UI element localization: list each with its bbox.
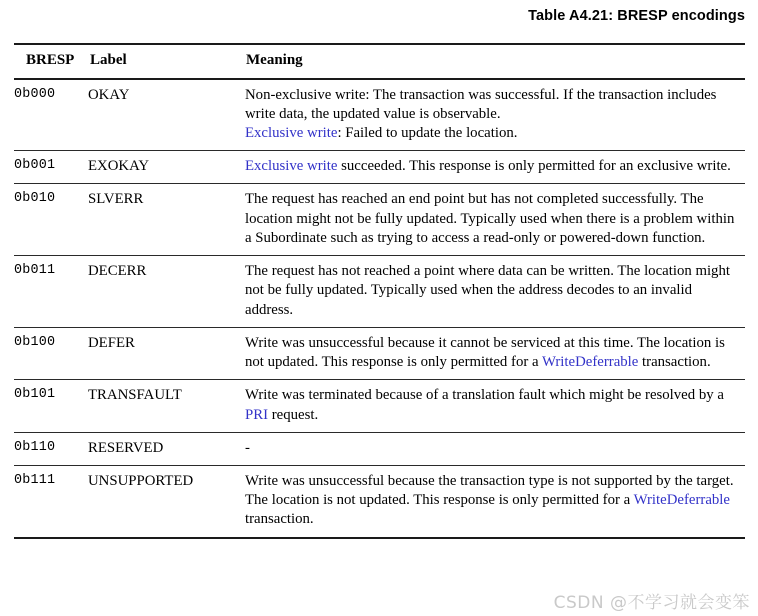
cross-reference-link[interactable]: WriteDeferrable — [633, 492, 730, 509]
meaning-text: - — [245, 439, 250, 456]
cell-bresp-code: 0b000 — [14, 79, 88, 151]
bresp-table-container — [14, 43, 745, 539]
meaning-text: request. — [268, 406, 319, 423]
column-header-meaning: Meaning — [245, 44, 745, 79]
cell-bresp-code: 0b101 — [14, 380, 88, 432]
cell-meaning — [245, 380, 745, 432]
csdn-watermark: CSDN @不学习就会变笨 — [553, 593, 750, 613]
cell-label: TRANSFAULT — [88, 380, 245, 432]
cell-meaning — [245, 432, 745, 465]
cell-label: RESERVED — [88, 432, 245, 465]
cell-bresp-code: 0b001 — [14, 151, 88, 184]
page-title: Table A4.21: BRESP encodings — [528, 8, 745, 24]
table-row — [14, 184, 745, 256]
table-row — [14, 327, 745, 379]
cell-label: OKAY — [88, 79, 245, 151]
cell-label: UNSUPPORTED — [88, 466, 245, 538]
cell-label: SLVERR — [88, 184, 245, 256]
table-row — [14, 432, 745, 465]
cell-meaning — [245, 151, 745, 184]
table-row — [14, 466, 745, 538]
meaning-text: succeeded. This response is only permitted for an exclusive write. — [337, 158, 731, 175]
table-header — [14, 44, 745, 79]
cell-meaning — [245, 327, 745, 379]
meaning-text: The request has not reached a point where data can be written. The location might not be fully updated. Typically used when the address decodes to an invalid address. — [245, 263, 730, 318]
table-row — [14, 380, 745, 432]
meaning-text: Write was unsuccessful because it cannot be serviced at this time. The location is not updated. This response is only permitted for a — [245, 334, 725, 371]
cross-reference-link[interactable]: PRI — [245, 406, 269, 423]
meaning-text: transaction. — [245, 511, 314, 528]
cell-label: EXOKAY — [88, 151, 245, 184]
meaning-text: Write was unsuccessful because the transaction type is not supported by the target. The location is not updated. This response is only permitted for a — [245, 473, 734, 509]
cell-label: DECERR — [88, 256, 245, 328]
column-header-label: Label — [88, 44, 245, 79]
table-row — [14, 256, 745, 328]
cross-reference-link[interactable]: Exclusive write — [245, 158, 338, 175]
cell-bresp-code: 0b110 — [14, 432, 88, 465]
cell-meaning — [245, 466, 745, 538]
cell-bresp-code: 0b100 — [14, 327, 88, 379]
meaning-text: Non-exclusive write: The transaction was successful. If the transaction includes write data, the updated value is observable. — [245, 86, 717, 122]
table-header-row — [14, 44, 745, 79]
meaning-text: Write was terminated because of a translation fault which might be resolved by a — [245, 387, 724, 404]
cell-bresp-code: 0b011 — [14, 256, 88, 328]
table-row — [14, 151, 745, 184]
table-row — [14, 79, 745, 151]
cell-meaning — [245, 256, 745, 328]
table-body — [14, 79, 745, 538]
cross-reference-link[interactable]: Exclusive write — [245, 124, 338, 141]
cross-reference-link[interactable]: WriteDeferrable — [542, 354, 639, 371]
cell-meaning — [245, 79, 745, 151]
meaning-text: transaction. — [638, 354, 711, 371]
meaning-text: : Failed to update the location. — [337, 124, 518, 141]
cell-meaning — [245, 184, 745, 256]
meaning-text: The request has reached an end point but has not completed successfully. The location might not be fully updated. Typically used when there is a problem within a Subordinate such as trying to access a read-only or powered-down function. — [245, 191, 735, 246]
column-header-bresp: BRESP — [14, 44, 88, 79]
cell-label: DEFER — [88, 327, 245, 379]
cell-bresp-code: 0b111 — [14, 466, 88, 538]
cell-bresp-code: 0b010 — [14, 184, 88, 256]
bresp-encodings-table — [14, 43, 745, 539]
